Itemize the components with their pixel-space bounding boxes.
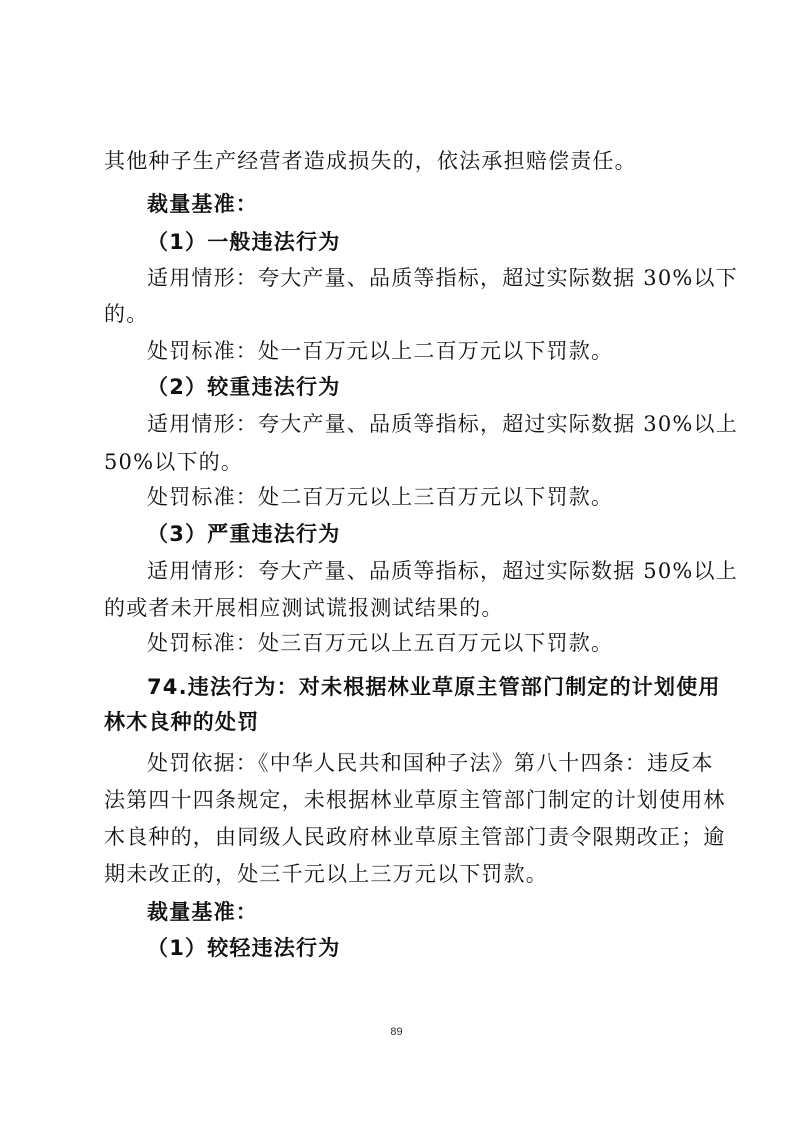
body-text-line: 50%以下的。 <box>104 450 244 474</box>
subheading-serious-violation: （2）较重违法行为 <box>147 375 341 399</box>
body-text-line: 处罚标准：处二百万元以上三百万元以下罚款。 <box>147 485 614 509</box>
body-text-line: 法第四十四条规定，未根据林业草原主管部门制定的计划使用林 <box>104 788 726 812</box>
body-text-line: 适用情形：夸大产量、品质等指标，超过实际数据 30%以下 <box>147 266 738 290</box>
subheading-severe-violation: （3）严重违法行为 <box>147 522 341 546</box>
body-text-line: 适用情形：夸大产量、品质等指标，超过实际数据 50%以上 <box>147 559 738 583</box>
body-text-line: 的。 <box>104 302 149 326</box>
body-text-line: 木良种的，由同级人民政府林业草原主管部门责令限期改正；逾 <box>104 825 726 849</box>
body-text-line: 处罚标准：处一百万元以上二百万元以下罚款。 <box>147 339 614 363</box>
body-text-line: 期未改正的，处三千元以上三万元以下罚款。 <box>104 862 548 886</box>
body-text-line: 处罚标准：处三百万元以上五百万元以下罚款。 <box>147 631 614 655</box>
page-number: 89 <box>390 1026 403 1038</box>
body-text-line: 的或者未开展相应测试谎报测试结果的。 <box>104 596 504 620</box>
body-text-line: 适用情形：夸大产量、品质等指标，超过实际数据 30%以上 <box>147 412 738 436</box>
section-heading-discretion-standard: 裁量基准： <box>147 900 258 924</box>
article-heading-continued: 林木良种的处罚 <box>104 710 260 734</box>
section-heading-discretion-standard: 裁量基准： <box>147 192 258 216</box>
body-text-line: 其他种子生产经营者造成损失的，依法承担赔偿责任。 <box>104 149 637 173</box>
subheading-general-violation: （1）一般违法行为 <box>147 230 341 254</box>
article-heading: 74.违法行为：对未根据林业草原主管部门制定的计划使用 <box>147 675 721 699</box>
subheading-minor-violation: （1）较轻违法行为 <box>147 936 341 960</box>
body-text-line: 处罚依据：《中华人民共和国种子法》第八十四条：违反本 <box>147 751 714 775</box>
